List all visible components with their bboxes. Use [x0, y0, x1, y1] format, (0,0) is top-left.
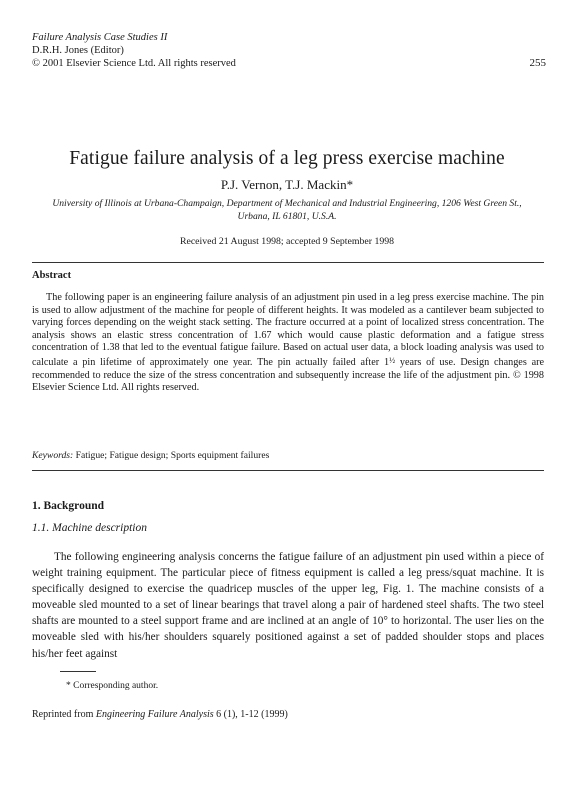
abstract-text-part: years of use. Design changes are recommended to reduce the size of the stress concentration and subsequently increase the life of the adjustment pin. © 1998 Elsevier Science Ltd. All rights reserved.: [32, 356, 545, 394]
running-header: [32, 31, 236, 70]
author-list: P.J. Vernon, T.J. Mackin*: [220, 177, 354, 192]
footnote: * Corresponding author.: [66, 681, 159, 691]
affiliation: [48, 197, 526, 223]
reprint-notice: [32, 709, 288, 720]
keywords-label: Keywords:: [32, 450, 74, 461]
section-heading: 1. Background: [32, 500, 105, 512]
book-title: Failure Analysis Case Studies II: [32, 32, 168, 43]
abstract-heading: Abstract: [32, 270, 72, 281]
article-title: Fatigue failure analysis of a leg press exercise machine: [69, 148, 505, 169]
reprint-details: 6 (1), 1-12 (1999): [213, 709, 288, 720]
received-dates: Received 21 August 1998; accepted 9 September 1998: [179, 236, 395, 247]
footnote-rule: [60, 671, 96, 672]
body-paragraph: The following engineering analysis concerns the fatigue failure of an adjustment pin used within a piece of weight training equipment. The particular piece of fitness equipment is called a leg press/squat machine. It is specifically designed to exercise the quadricep muscles of the upper leg, Fig. 1. The machine consists of a moveable sled mounted to a set of linear bearings that travel along a pair of hardened steel shafts. The two steel shafts are mounted to a steel support frame and are inclined at an angle of 10° to horizontal. The user lies on the moveable sled with his/her shoulders squarely positioned against a set of padded shoulder stops and places his/her feet against: [32, 551, 544, 660]
divider: [32, 470, 544, 471]
copyright-line: © 2001 Elsevier Science Ltd. All rights reserved: [32, 58, 236, 69]
reprint-journal: Engineering Failure Analysis: [95, 709, 214, 720]
subsection-heading: 1.1. Machine description: [32, 522, 147, 534]
divider: [32, 262, 544, 263]
affiliation-line: University of Illinois at Urbana-Champaign, Department of Mechanical and Industrial Engineering, 1206 West Green St.,: [52, 198, 522, 209]
reprint-prefix: Reprinted from: [32, 709, 96, 720]
fraction: ½: [389, 355, 396, 365]
abstract-text-part: The following paper is an engineering failure analysis of an adjustment pin used in a leg press exercise machine. The pin is used to allow adjustment of the machine for people of different heights. It was modeled as a cantilever beam subjected to varying forces depending on the weight stack setting. The fracture occurred at a point of localized stress concentration. The analysis shows an elastic stress concentration of 1.67 which would cause plastic deformation and a fatigue stress concentration of 1.38 that led to the eventual fatigue failure. Based on actual user data, a block loading analysis was used to calculate a pin lifetime of approximately one year. The pin actually failed after 1: [32, 292, 544, 368]
editor-line: D.R.H. Jones (Editor): [32, 45, 124, 56]
keywords: [32, 450, 269, 461]
affiliation-line: Urbana, IL 61801, U.S.A.: [237, 211, 337, 222]
page-number: 255: [529, 57, 546, 69]
keywords-list: Fatigue; Fatigue design; Sports equipment failures: [73, 450, 270, 461]
abstract-text: [32, 292, 544, 395]
